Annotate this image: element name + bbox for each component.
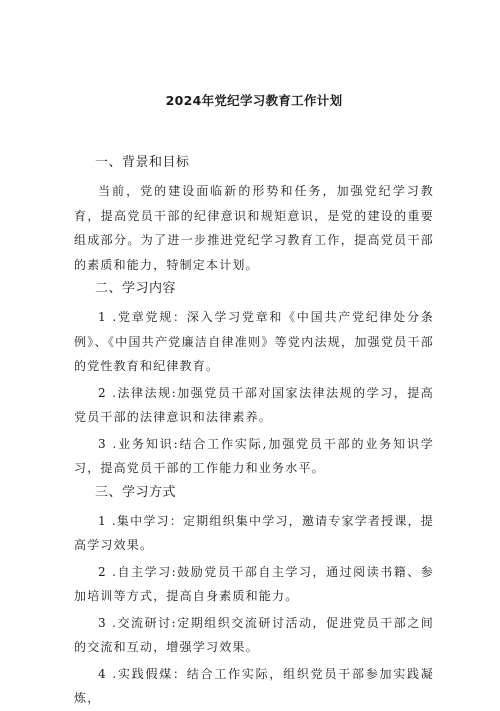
paragraph: 2 .法律法规:加强党员干部对国家法律法规的学习，提高党员干部的法律意识和法律素养。: [74, 385, 434, 424]
section-methods: [74, 483, 434, 711]
paragraph: 1 .党章党规：深入学习党章和《中国共产党纪律处分条例》、《中国共产党廉洁自律准则》等党内法规，加强党员干部的党性教育和纪律教育。: [74, 310, 434, 373]
document-title: 2024年党纪学习教育工作计划: [165, 93, 343, 108]
section-heading: 三、学习方式: [95, 484, 177, 500]
paragraph: 1 .集中学习：定期组织集中学习，邀请专家学者授课，提高学习效果。: [74, 513, 434, 552]
paragraph: 3 .业务知识:结合工作实际,加强党员干部的业务知识学习，提高党员干部的工作能力和业务水平。: [74, 436, 434, 475]
section-background: [74, 153, 434, 277]
paragraph: 4 .实践假煤：结合工作实际，组织党员干部参加实践凝炼，: [74, 666, 434, 705]
paragraph: 当前，党的建设面临新的形势和任务，加强党纪学习教育，提高党员干部的纪律意识和规矩意识，是党的建设的重要组成部分。为了进一步推进党纪学习教育工作，提高党员干部的素质和能力，特制定本计划。: [74, 184, 434, 272]
section-heading: 一、背景和目标: [95, 155, 190, 170]
section-content: [74, 279, 434, 481]
paragraph: 3 .交流研讨:定期组织交流研讨活动，促进党员干部之间的交流和互动，增强学习效果。: [74, 615, 434, 654]
paragraph: 2 .自主学习:鼓励党员干部自主学习，通过阅读书籍、参加培训等方式，提高自身素质和能力。: [74, 564, 434, 603]
section-heading: 二、学习内容: [95, 281, 177, 296]
